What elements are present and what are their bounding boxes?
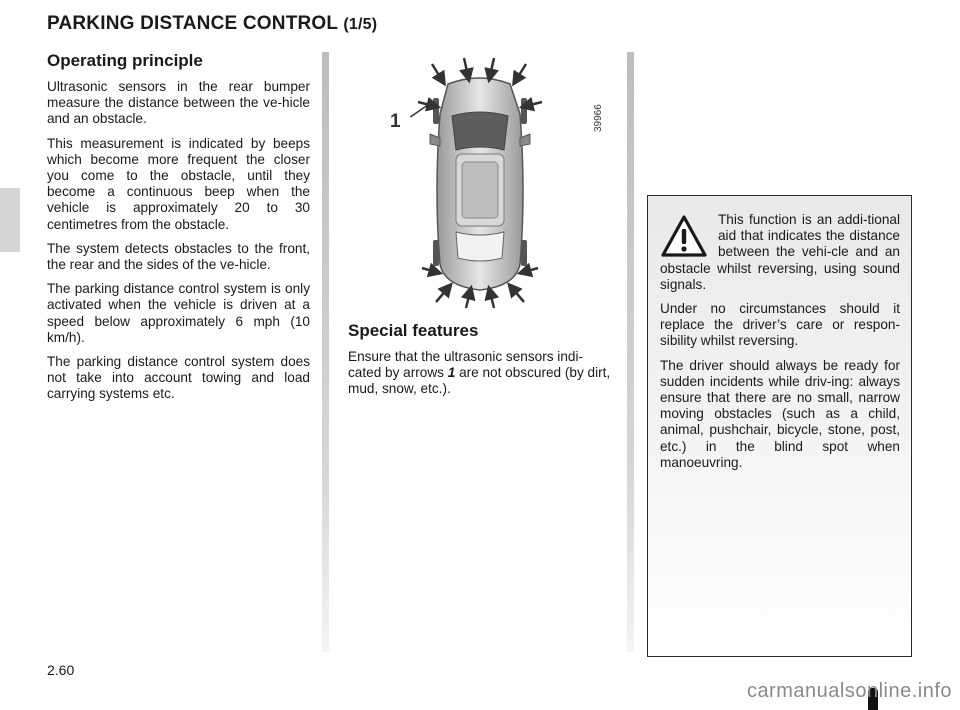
arrow-reference: 1 [447, 365, 456, 381]
special-features-heading: Special features [348, 321, 479, 340]
operating-paragraph: Ultrasonic sensors in the rear bumper measure the distance between the ve-hicle and an obstacle. [47, 79, 310, 127]
column-divider-left [322, 52, 329, 652]
special-text-after: are not obscured (by dirt, mud, snow, etc.). [348, 365, 611, 397]
warning-paragraph: The driver should always be ready for sudden incidents while driv-ing: always ensure that there are no small, narrow moving obstacles (such as a child, animal, pushchair, bicycle, stone, post, etc.) in the blind spot when manoeuvring. [660, 357, 900, 470]
operating-paragraph: This measurement is indicated by beeps which become more frequent the closer you come to the obstacle, until they become a continuous beep when the vehicle is approximately 20 to 30 centimetres from the obstacle. [47, 135, 310, 232]
warning-paragraph: Under no circumstances should it replace the driver’s care or respon-sibility whilst reversing. [660, 301, 900, 349]
special-features-paragraph [348, 349, 614, 398]
sensor-diagram [370, 54, 610, 312]
warning-box [647, 195, 912, 657]
operating-paragraph: The system detects obstacles to the front, the rear and the sides of the ve-hicle. [47, 240, 310, 273]
operating-principle-section [47, 51, 310, 411]
page-title-fraction: (1/5) [343, 16, 378, 33]
operating-paragraph: The parking distance control system is only activated when the vehicle is driven at a speed below approximately 6 mph (10 km/h). [47, 281, 310, 345]
warning-triangle-icon [660, 214, 708, 258]
callout-number: 1 [390, 111, 401, 132]
operating-principle-heading: Operating principle [47, 51, 203, 70]
chapter-tab [0, 188, 20, 252]
figure-code-wrap [593, 94, 607, 134]
operating-paragraph: The parking distance control system does not take into account towing and load carrying systems etc. [47, 354, 310, 402]
car-top-view-icon [370, 54, 610, 312]
special-features-section [348, 321, 614, 406]
watermark: carmanualsonline.info [746, 680, 952, 702]
special-text-before: Ensure that the ultrasonic sensors indi-cated by arrows [348, 349, 583, 381]
page-title [47, 13, 377, 35]
column-divider-right [627, 52, 634, 652]
page-number: 2.60 [47, 662, 75, 678]
warning-paragraph: This function is an addi-tional aid that indicates the distance between the vehi-cle and an obstacle whilst reversing, using sound signals. [660, 212, 900, 292]
page-title-text: PARKING DISTANCE CONTROL [47, 13, 338, 34]
figure-code: 39966 [593, 104, 604, 132]
